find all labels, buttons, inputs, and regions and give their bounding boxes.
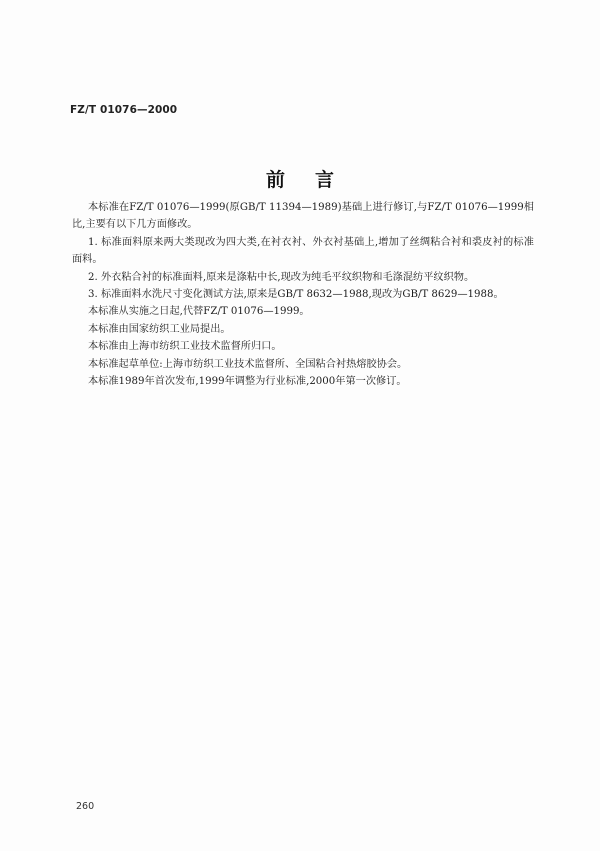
foreword-paragraph: 1. 标准面料原来两大类现改为四大类,在衬衣衬、外衣衬基础上,增加了丝绸粘合衬和裘皮衬的标准面料。 — [72, 236, 534, 266]
foreword-paragraph: 本标准在FZ/T 01076—1999(原GB/T 11394—1989)基础上进行修订,与FZ/T 01076—1999相比,主要有以下几方面修改。 — [72, 202, 534, 231]
foreword-paragraph: 3. 标准面料水洗尺寸变化测试方法,原来是GB/T 8632—1988,现改为GB/T 8629—1988。 — [88, 289, 504, 301]
foreword-paragraph: 2. 外衣粘合衬的标准面料,原来是涤粘中长,现改为纯毛平纹织物和毛涤混纺平纹织物。 — [88, 271, 475, 283]
foreword-paragraph: 本标准1989年首次发布,1999年调整为行业标准,2000年第一次修订。 — [88, 376, 407, 388]
foreword-paragraph: 本标准由上海市纺织工业技术监督所归口。 — [88, 341, 282, 353]
page-title: 前言 — [265, 169, 364, 191]
standard-code: FZ/T 01076—2000 — [70, 104, 178, 116]
foreword-paragraph: 本标准从实施之日起,代替FZ/T 01076—1999。 — [88, 306, 310, 318]
page-number: 260 — [76, 801, 95, 812]
foreword-paragraph: 本标准由国家纺织工业局提出。 — [88, 323, 231, 335]
foreword-paragraph: 本标准起草单位:上海市纺织工业技术监督所、全国粘合衬热熔胶协会。 — [88, 358, 408, 370]
foreword-body — [72, 199, 534, 390]
